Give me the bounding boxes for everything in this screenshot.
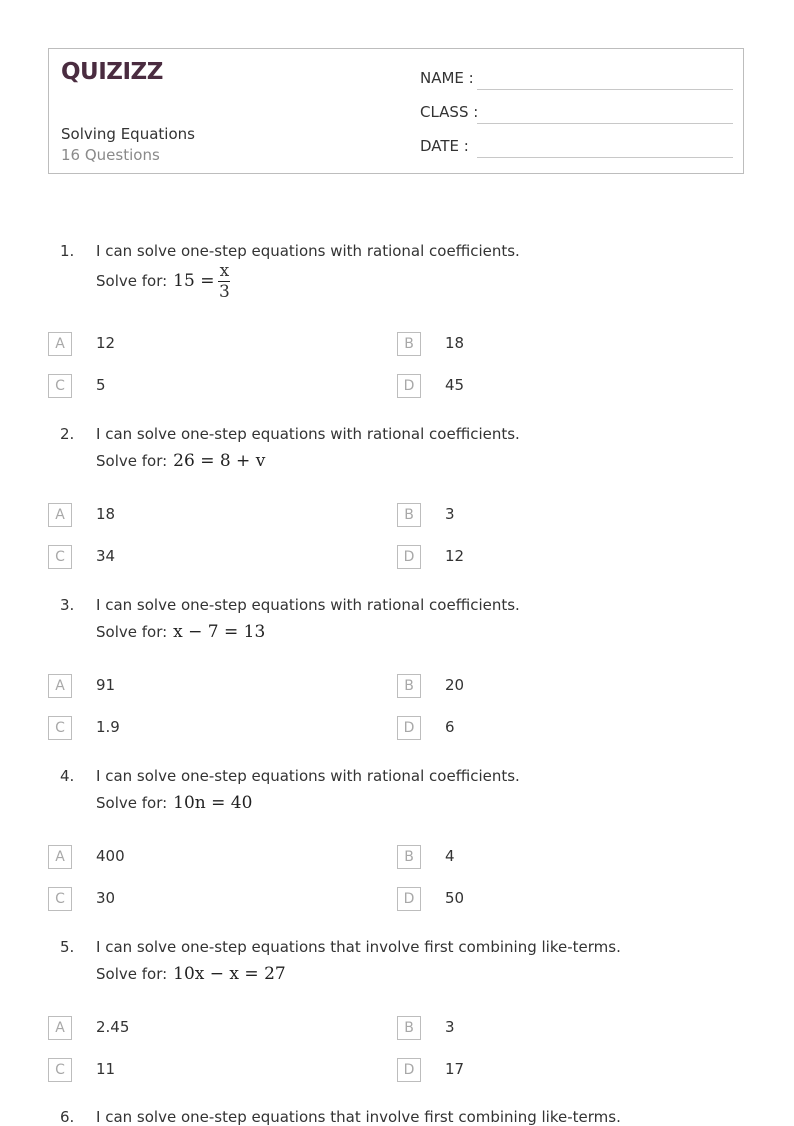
question-number: 3.: [60, 596, 75, 614]
option-letter: B: [397, 1016, 421, 1040]
option-letter: A: [48, 503, 72, 527]
solve-line: [96, 451, 265, 471]
option-letter: C: [48, 716, 72, 740]
question-number: 4.: [60, 767, 75, 785]
option-letter: C: [48, 374, 72, 398]
question-text: I can solve one-step equations with rational coefficients.: [96, 596, 520, 614]
equation: 26 = 8 + v: [173, 451, 266, 471]
equation-lhs: 15 =: [173, 271, 215, 291]
class-label: CLASS :: [420, 103, 479, 121]
fraction-denominator: 3: [219, 282, 230, 302]
option-letter: D: [397, 716, 421, 740]
solve-label: Solve for:: [96, 623, 168, 641]
solve-line: [96, 793, 252, 813]
option-letter: B: [397, 845, 421, 869]
option-value: 18: [96, 505, 116, 523]
name-label: NAME :: [420, 69, 474, 87]
question-count: 16 Questions: [61, 146, 160, 164]
option-letter: A: [48, 332, 72, 356]
option-letter: D: [397, 545, 421, 569]
option-value: 3: [445, 505, 455, 523]
option-letter: B: [397, 503, 421, 527]
solve-line: [96, 964, 286, 984]
name-field: [420, 69, 474, 87]
option-value: 17: [445, 1060, 465, 1078]
option-value: 2.45: [96, 1018, 130, 1036]
solve-label: Solve for:: [96, 452, 168, 470]
equation: 10n = 40: [173, 793, 253, 813]
option-letter: A: [48, 674, 72, 698]
fraction: [218, 262, 230, 301]
option-value: 4: [445, 847, 455, 865]
option-value: 400: [96, 847, 125, 865]
question-text: I can solve one-step equations with rational coefficients.: [96, 767, 520, 785]
option-value: 50: [445, 889, 465, 907]
question-text: I can solve one-step equations that involve first combining like-terms.: [96, 1108, 621, 1126]
fraction-numerator: x: [219, 261, 230, 281]
solve-label: Solve for:: [96, 794, 168, 812]
option-value: 6: [445, 718, 455, 736]
option-value: 1.9: [96, 718, 120, 736]
equation: 10x − x = 27: [173, 964, 286, 984]
quizizz-logo: QUIZIZZ: [61, 59, 163, 85]
option-letter: C: [48, 545, 72, 569]
solve-label: Solve for:: [96, 965, 168, 983]
option-value: 30: [96, 889, 116, 907]
date-label: DATE :: [420, 137, 469, 155]
question-text: I can solve one-step equations with rational coefficients.: [96, 242, 520, 260]
option-value: 18: [445, 334, 465, 352]
class-line[interactable]: [477, 123, 733, 124]
option-letter: D: [397, 887, 421, 911]
option-letter: A: [48, 1016, 72, 1040]
worksheet-title: Solving Equations: [61, 125, 195, 143]
option-value: 11: [96, 1060, 116, 1078]
option-letter: B: [397, 332, 421, 356]
option-value: 5: [96, 376, 106, 394]
class-field: [420, 103, 478, 121]
date-field: [420, 137, 469, 155]
name-line[interactable]: [477, 89, 733, 90]
solve-line: [96, 622, 265, 642]
solve-line: [96, 262, 230, 301]
option-letter: C: [48, 1058, 72, 1082]
date-line[interactable]: [477, 157, 733, 158]
option-letter: A: [48, 845, 72, 869]
question-number: 2.: [60, 425, 75, 443]
worksheet-header: [48, 48, 744, 174]
equation: x − 7 = 13: [173, 622, 266, 642]
option-value: 3: [445, 1018, 455, 1036]
question-text: I can solve one-step equations that involve first combining like-terms.: [96, 938, 621, 956]
option-value: 12: [445, 547, 465, 565]
option-value: 20: [445, 676, 465, 694]
option-value: 12: [96, 334, 116, 352]
option-value: 45: [445, 376, 465, 394]
option-value: 34: [96, 547, 116, 565]
option-letter: C: [48, 887, 72, 911]
question-number: 5.: [60, 938, 75, 956]
question-number: 6.: [60, 1108, 75, 1126]
option-letter: D: [397, 1058, 421, 1082]
option-letter: B: [397, 674, 421, 698]
option-letter: D: [397, 374, 421, 398]
question-text: I can solve one-step equations with rational coefficients.: [96, 425, 520, 443]
option-value: 91: [96, 676, 116, 694]
solve-label: Solve for:: [96, 272, 168, 290]
question-number: 1.: [60, 242, 75, 260]
